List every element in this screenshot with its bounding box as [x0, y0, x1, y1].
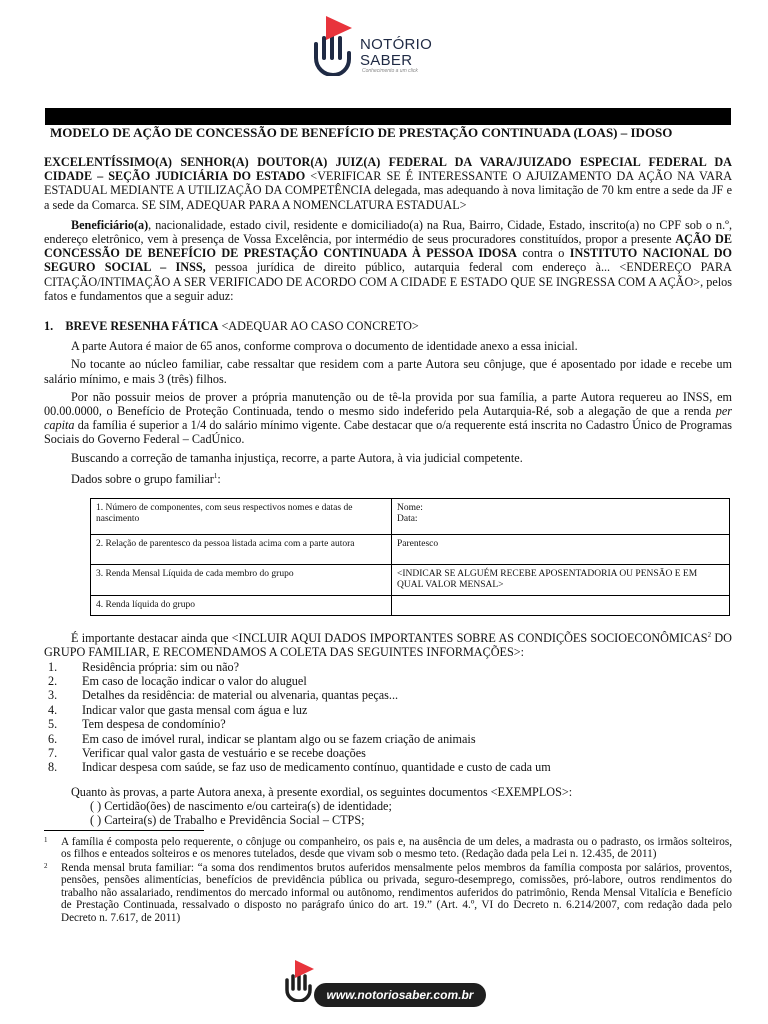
paragraph-justice: Buscando a correção de tamanha injustiça, recorre, a parte Autora, à via judicial competente. — [71, 450, 523, 465]
table-row — [91, 535, 730, 565]
hand-play-icon — [316, 16, 352, 75]
table-cell-value: Nome: Data: — [392, 499, 730, 535]
document-body — [44, 155, 732, 828]
list-item: 4. Indicar valor que gasta mensal com água e luz — [48, 702, 308, 717]
brand-name-line1: NOTÓRIO — [360, 36, 433, 53]
paragraph-age: A parte Autora é maior de 65 anos, conforme comprova o documento de identidade anexo a essa inicial. — [71, 339, 578, 354]
court-address: EXCELENTÍSSIMO(A) SENHOR(A) DOUTOR(A) JUIZ(A) FEDERAL DA VARA/JUIZADO ESPECIAL FEDERAL DA CIDADE – SEÇÃO JUDICIÁRIA DO ESTADO <VERIFICAR SE É INTERESSANTE O AJUIZAMENTO DA AÇÃO NA VARA ESTADUAL MEDIANTE A UTILIZAÇÃO DA COMPETÊNCIA delegada, mas adequando à nova limitação de 70 km entre a sede da JF e a sede da Comarca. SE SIM, ADEQUAR PARA A NOMENCLATURA ESTADUAL> — [44, 155, 732, 212]
list-item: 3. Detalhes da residência: de material ou alvenaria, quantas peças... — [48, 688, 399, 703]
list-item: 7. Verificar qual valor gasta de vestuário e se recebe doações — [48, 746, 366, 761]
paragraph-socioeconomic: É importante destacar ainda que <INCLUIR AQUI DADOS IMPORTANTES SOBRE AS CONDIÇÕES SOCIOECONÔMICAS$^2$ DO GRUPO FAMILIAR, E RECOMENDAMOS A COLETA DAS SEGUINTES INFORMAÇÕES>: — [44, 631, 732, 660]
table-cell-label: 3. Renda Mensal Líquida de cada membro do grupo — [91, 565, 392, 596]
paragraph-family-data: Dados sobre o grupo familiar$^1$: — [71, 471, 221, 486]
table-cell-label: 1. Número de componentes, com seus respectivos nomes e datas de nascimento — [91, 499, 392, 535]
list-item: 5. Tem despesa de condomínio? — [48, 717, 226, 732]
footnote-2: 2 Renda mensal bruta familiar: “a soma dos rendimentos brutos auferidos mensalmente pelos membros da família composta por salários, proventos, pensões, pensões alimentícias, benefícios de previdência pública ou privada, seguro-desemprego, comissões, pró-labore, outros rendimentos do trabalho não assalariado, rendimentos do mercado informal ou autônomo, rendimentos auferidos do patrimônio, Renda Mensal Vitalícia e Benefício de Prestação Continuada, ressalvado o disposto no parágrafo único do art. 19.” (Art. 4.º, VI do Decreto n. 6.214/2007, com redação dada pelo Decreto n. 7.617, de 2011) — [44, 862, 732, 924]
paragraph-evidence: Quanto às provas, a parte Autora anexa, à presente exordial, os seguintes documentos <EXEMPLOS>: — [71, 784, 573, 799]
document-title: MODELO DE AÇÃO DE CONCESSÃO DE BENEFÍCIO DE PRESTAÇÃO CONTINUADA (LOAS) – IDOSO — [50, 125, 673, 140]
info-list — [44, 660, 732, 775]
table-row — [91, 499, 730, 535]
paragraph-denial: Por não possuir meios de prover a própria manutenção ou de tê-la provida por sua família, a parte Autora requereu ao INSS, em 00.00.0000, o Benefício de Proteção Continuada, tendo o mesmo sido indeferido pela Autarquia-Ré, sob a alegação de que a renda per capita da família é superior a 1/4 do salário mínimo vigente. Cabe destacar que o/a requerente está inscrita no Cadastro Único de Programas Sociais do Governo Federal – CadÚnico. — [44, 389, 732, 447]
table-cell-value: Parentesco — [392, 535, 730, 565]
header-black-bar — [45, 108, 731, 125]
table-cell-value: <INDICAR SE ALGUÉM RECEBE APOSENTADORIA OU PENSÃO E EM QUAL VALOR MENSAL> — [392, 565, 730, 596]
section-1-heading: 1. BREVE RESENHA FÁTICA <ADEQUAR AO CASO CONCRETO> — [44, 319, 419, 334]
intro-paragraph: Beneficiário(a), nacionalidade, estado civil, residente e domiciliado(a) na Rua, Bairro, Cidade, Estado, inscrito(a) no CPF sob o n.º, endereço eletrônico, vem à presença de Vossa Excelência, por intermédio de seus procuradores constituídos, propor a presente AÇÃO DE CONCESSÃO DE BENEFÍCIO DE PRESTAÇÃO CONTINUADA À PESSOA IDOSA contra o INSTITUTO NACIONAL DO SEGURO SOCIAL – INSS, pessoa jurídica de direito público, autarquia federal com endereço à... <ENDEREÇO PARA CITAÇÃO/INTIMAÇÃO A SER VERIFICADO DE ACORDO COM A CIDADE E ESTADO QUE SE INGRESSA COM A AÇÃO>, pelos fatos e fundamentos que a seguir aduz: — [44, 217, 733, 303]
brand-tagline: Conhecimento a um click — [362, 68, 418, 74]
table-cell-label: 2. Relação de parentesco da pessoa listada acima com a parte autora — [91, 535, 392, 565]
list-item: 2. Em caso de locação indicar o valor do aluguel — [48, 674, 307, 688]
list-item: 6. Em caso de imóvel rural, indicar se plantam algo ou se fazem criação de animais — [48, 731, 476, 746]
family-group-table — [90, 498, 730, 616]
table-row — [91, 596, 730, 616]
brand-name-line2: SABER — [360, 52, 413, 69]
paragraph-family: No tocante ao núcleo familiar, cabe ressaltar que residem com a parte Autora seu cônjuge, que é aposentado por idade e recebe um salário mínimo, e mais 3 (três) filhos. — [44, 357, 732, 386]
footnote-separator — [44, 830, 204, 831]
footer-website-link[interactable]: www.notoriosaber.com.br — [314, 983, 486, 1007]
table-cell-label: 4. Renda líquida do grupo — [91, 596, 392, 616]
table-cell-value — [392, 596, 730, 616]
checklist-item-ctps: ( ) Carteira(s) de Trabalho e Previdência Social – CTPS; — [90, 813, 365, 828]
checklist-item-birth-certificate: ( ) Certidão(ões) de nascimento e/ou carteira(s) de identidade; — [90, 799, 392, 814]
table-row — [91, 565, 730, 596]
list-item: 8. Indicar despesa com saúde, se faz uso de medicamento contínuo, quantidade e custo de cada um — [48, 760, 551, 775]
footnote-1: 1 A família é composta pelo requerente, o cônjuge ou companheiro, os pais e, na ausência de um deles, a madrasta ou o padrasto, os irmãos solteiros, os filhos e enteados solteiros e os menores tutelados, desde que vivam sob o mesmo teto. (Redação dada pela Lei n. 12.435, de 2011) — [44, 836, 732, 861]
list-item: 1. Residência própria: sim ou não? — [48, 659, 240, 674]
